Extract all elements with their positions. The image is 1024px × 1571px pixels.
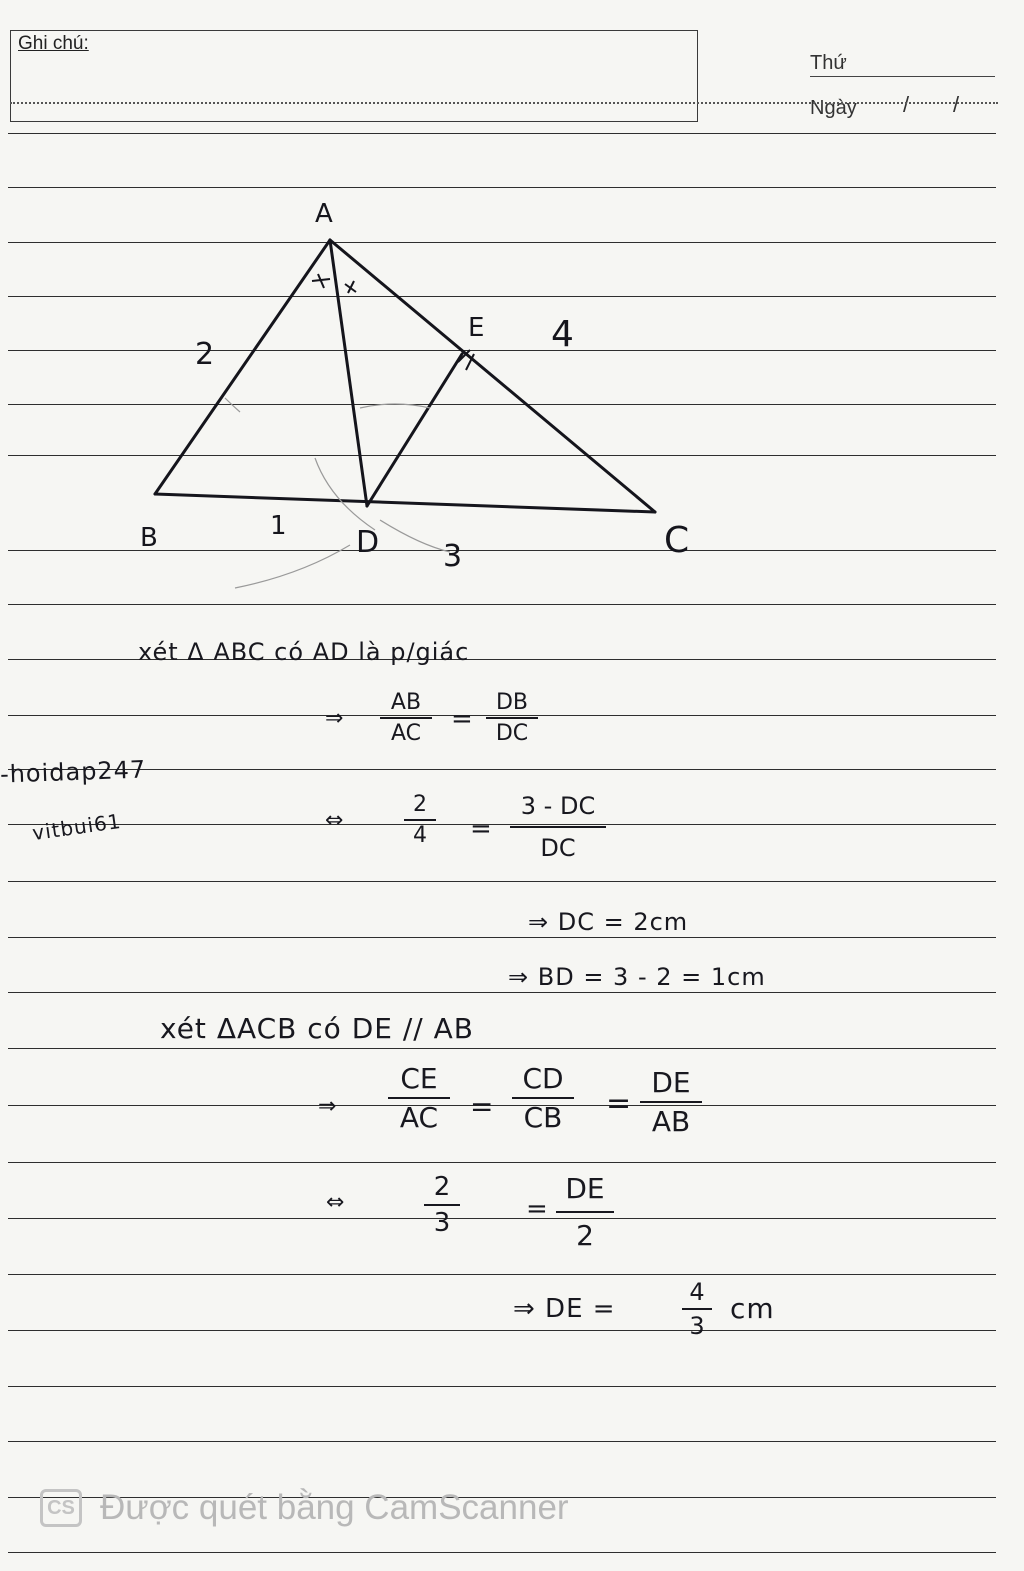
ruled-line <box>8 1386 996 1387</box>
fraction-numerator: 2 <box>413 792 427 817</box>
angle-mark-e <box>458 350 474 370</box>
angle-mark-1 <box>312 274 330 288</box>
fraction-numerator: 2 <box>433 1172 451 1202</box>
side-ab-length: 2 <box>195 337 215 372</box>
segment-bd-length: 1 <box>270 511 287 541</box>
weekday-label: Thứ <box>810 52 847 74</box>
bd-result: ⇒ BD = 3 - 2 = 1cm <box>508 963 766 991</box>
fraction-bar <box>682 1308 712 1310</box>
fraction-ab-ac <box>380 690 432 746</box>
fraction-numerator: 4 <box>689 1278 705 1306</box>
fraction-bar <box>640 1101 702 1103</box>
vertex-c-label: C <box>664 520 690 561</box>
vertex-e-label: E <box>468 313 485 343</box>
fraction-numerator: CD <box>522 1062 564 1095</box>
bisector-ad <box>330 240 367 506</box>
construction-arc <box>225 398 240 412</box>
ruled-line <box>8 824 996 825</box>
fraction-bar <box>404 819 436 821</box>
equals-sign: = <box>526 1194 549 1224</box>
camscanner-watermark <box>40 1488 569 1528</box>
segment-de <box>367 354 462 506</box>
ruled-line <box>8 1330 996 1331</box>
ruled-line <box>8 1048 996 1049</box>
margin-note-source: -hoidap247 <box>0 755 147 789</box>
de-result-prefix: ⇒ DE = <box>513 1294 616 1324</box>
camscanner-logo: CS <box>40 1489 82 1527</box>
fraction-bar <box>388 1097 450 1099</box>
segment-dc-length: 3 <box>443 539 463 574</box>
dc-result: ⇒ DC = 2cm <box>528 908 689 936</box>
fraction-denominator: 4 <box>413 823 427 848</box>
ruled-line <box>8 992 996 993</box>
fraction-numerator: DE <box>651 1066 691 1099</box>
date-separator: / <box>953 92 960 117</box>
vertex-b-label: B <box>140 523 158 553</box>
fraction-bar <box>424 1204 460 1206</box>
fraction-numerator: DE <box>565 1172 605 1205</box>
step-1-implies: ⇒ <box>325 706 345 731</box>
ruled-line <box>8 1162 996 1163</box>
step-2-equiv: ⇔ <box>325 808 345 833</box>
fraction-denominator: AC <box>390 721 422 746</box>
ruled-line <box>8 881 996 882</box>
de-result-unit: cm <box>730 1292 775 1325</box>
fraction-denominator: DC <box>540 834 576 862</box>
ruled-line <box>8 1105 996 1106</box>
fraction-2-4 <box>404 792 436 848</box>
fraction-de-2 <box>556 1172 614 1252</box>
step-3-implies: ⇒ <box>318 1094 338 1119</box>
fraction-de-ab <box>640 1066 702 1138</box>
fraction-3minusdc-dc <box>510 792 606 862</box>
fraction-numerator: 3 - DC <box>520 792 596 820</box>
note-label: Ghi chú: <box>18 33 89 54</box>
fraction-denominator: DC <box>495 721 529 746</box>
date-label: Ngày <box>810 97 857 119</box>
ruled-line <box>8 1274 996 1275</box>
fraction-bar <box>512 1097 574 1099</box>
fraction-denominator: CB <box>523 1101 563 1134</box>
equals-sign: = <box>470 1090 495 1123</box>
step-4-equiv: ⇔ <box>326 1190 346 1215</box>
fraction-numerator: AB <box>390 690 422 715</box>
equals-sign: = <box>470 814 493 844</box>
side-ac-length: 4 <box>551 314 574 355</box>
side-ac <box>330 240 655 512</box>
construction-arc <box>380 520 450 552</box>
fraction-bar <box>380 717 432 719</box>
equals-sign: = <box>606 1086 633 1121</box>
ruled-line <box>8 1441 996 1442</box>
fraction-ce-ac <box>388 1062 450 1134</box>
ruled-line <box>8 937 996 938</box>
fraction-cd-cb <box>512 1062 574 1134</box>
fraction-denominator: 3 <box>433 1208 451 1238</box>
fraction-2-3 <box>424 1172 460 1238</box>
fraction-db-dc <box>486 690 538 746</box>
step-2-statement: xét ΔACB có DE // AB <box>160 1012 474 1045</box>
fraction-bar <box>556 1211 614 1213</box>
fraction-numerator: DB <box>495 690 529 715</box>
fraction-numerator: CE <box>400 1062 438 1095</box>
triangle-figure <box>0 0 1024 620</box>
angle-mark-2 <box>345 281 356 293</box>
fraction-4-3 <box>682 1278 712 1340</box>
step-1-statement: xét Δ ABC có AD là p/giác <box>138 638 470 666</box>
side-ab <box>155 240 330 494</box>
equals-sign: = <box>451 704 474 734</box>
margin-note-author: vitbui61 <box>30 808 123 846</box>
fraction-denominator: AB <box>651 1105 691 1138</box>
fraction-denominator: AC <box>399 1101 439 1134</box>
fraction-denominator: 3 <box>689 1312 705 1340</box>
ruled-line <box>8 1552 996 1553</box>
fraction-bar <box>486 717 538 719</box>
camscanner-text: Được quét bằng CamScanner <box>100 1488 569 1527</box>
ruled-line <box>8 1218 996 1219</box>
construction-arc <box>360 404 430 408</box>
side-bc <box>155 494 655 512</box>
vertex-d-label: D <box>356 525 380 560</box>
date-separator: / <box>903 92 910 117</box>
construction-arc <box>235 545 350 588</box>
fraction-denominator: 2 <box>576 1219 594 1252</box>
fraction-bar <box>510 826 606 828</box>
ruled-line <box>8 769 996 770</box>
vertex-a-label: A <box>315 199 333 229</box>
